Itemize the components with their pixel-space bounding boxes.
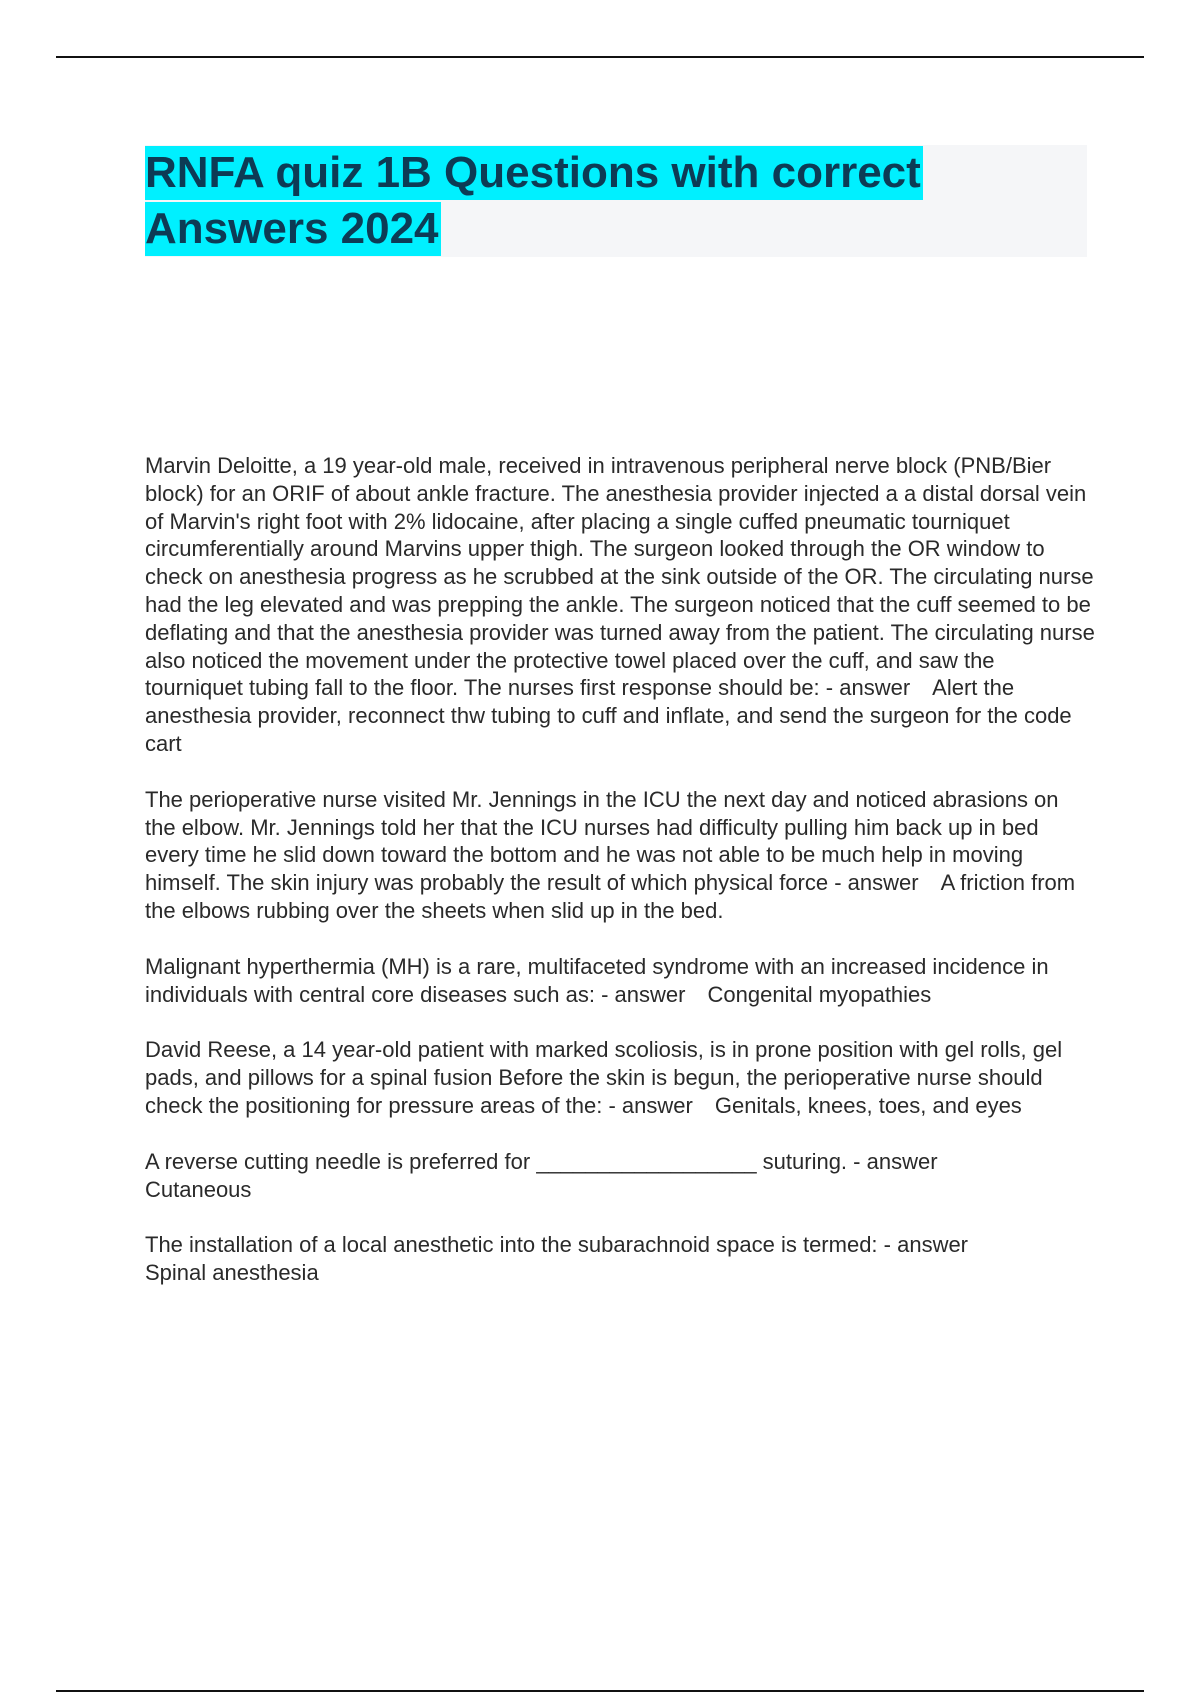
question-text: Marvin Deloitte, a 19 year-old male, received in intravenous peripheral nerve block (PNB/Bier block) for an ORIF of about ankle fracture. The anesthesia provider injected a a distal dorsal vein of Marvin's right foot with 2% lidocaine, after placing a single cuffed pneumatic tourniquet circumferentially around Marvins upper thigh. The surgeon looked through the OR window to check on anesthesia progress as he scrubbed at the sink outside of the OR. The circulating nurse had the leg elevated and was prepping the ankle. The surgeon noticed that the cuff seemed to be deflating and that the anesthesia provider was turned away from the patient. The circulating nurse also noticed the movement under the protective towel placed over the cuff, and saw the tourniquet tubing fall to the floor. The nurses first response should be: - answer (145, 453, 1095, 701)
top-rule (56, 56, 1144, 58)
qa-item (145, 1231, 1095, 1287)
document-title-line-2: Answers 2024 (145, 202, 441, 256)
question-text: David Reese, a 14 year-old patient with marked scoliosis, is in prone position with gel rolls, gel pads, and pillows for a spinal fusion Before the skin is begun, the perioperative nurse should check the positioning for pressure areas of the: - answer (145, 1037, 1063, 1118)
title-block (145, 145, 1087, 257)
answer-text: Cutaneous (145, 1176, 252, 1202)
answer-text: Congenital myopathies (707, 981, 932, 1007)
question-text: Malignant hyperthermia (MH) is a rare, multifaceted syndrome with an increased incidence in individuals with central core diseases such as: - answer (145, 953, 1049, 1007)
question-text: The installation of a local anesthetic into the subarachnoid space is termed: - answer (145, 1232, 969, 1258)
qa-item (145, 1148, 1095, 1204)
question-text: The perioperative nurse visited Mr. Jennings in the ICU the next day and noticed abrasions on the elbow. Mr. Jennings told her that the ICU nurses had difficulty pulling him back up in bed every time he slid down toward the bottom and he was not able to be much help in moving himself. The skin injury was probably the result of which physical force - answer (145, 786, 1059, 896)
document-title-line-1: RNFA quiz 1B Questions with correct (145, 146, 923, 200)
answer-text: A friction from the elbows rubbing over the sheets when slid up in the bed. (145, 870, 1076, 923)
qa-list (145, 452, 1095, 1315)
answer-text: Alert the anesthesia provider, reconnect thw tubing to cuff and inflate, and send the surgeon for the code cart (145, 675, 1072, 756)
qa-item (145, 953, 1095, 1009)
bottom-rule (56, 1690, 1144, 1692)
answer-text: Genitals, knees, toes, and eyes (714, 1092, 1022, 1118)
question-text: A reverse cutting needle is preferred for __________________ suturing. - answer (145, 1148, 938, 1174)
qa-item (145, 786, 1095, 925)
answer-text: Spinal anesthesia (145, 1260, 319, 1286)
qa-item (145, 1036, 1095, 1119)
qa-item (145, 452, 1095, 758)
document-title (145, 145, 1087, 257)
